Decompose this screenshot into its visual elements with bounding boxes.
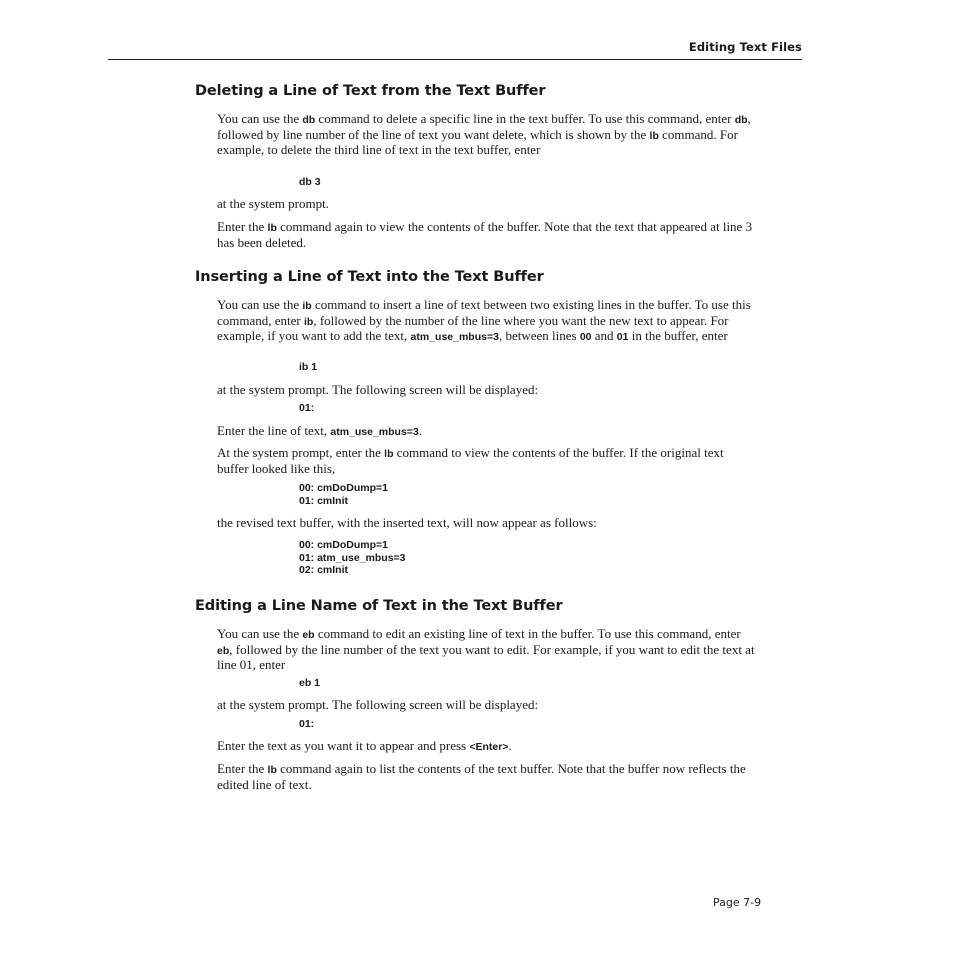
paragraph <box>217 298 757 345</box>
code-line: 01: cmInit <box>299 494 349 507</box>
section-heading-delete: Deleting a Line of Text from the Text Buffer <box>195 83 546 99</box>
code-block <box>299 482 388 507</box>
code-block <box>299 539 406 577</box>
paragraph <box>217 627 757 672</box>
command-text: atm_use_mbus=3 <box>410 331 499 343</box>
text: in the buffer, enter <box>628 328 728 343</box>
running-head: Editing Text Files <box>688 40 802 54</box>
text: command to delete a specific line in the text buffer. To use this command, enter <box>315 111 735 126</box>
paragraph <box>217 446 757 475</box>
text: Enter the text as you want it to appear and press <box>217 738 470 753</box>
text: command again to list the contents of the text buffer. Note that the buffer now reflects the edited line of text. <box>217 761 746 792</box>
command-text: eb <box>302 629 315 641</box>
code-line: 02: cmInit <box>299 564 349 576</box>
section-heading-insert: Inserting a Line of Text into the Text Buffer <box>195 269 544 285</box>
code-block <box>299 402 314 415</box>
command-text: atm_use_mbus=3 <box>330 426 419 438</box>
text: . <box>508 738 512 753</box>
text: Enter the line of text, <box>217 423 331 438</box>
page-number: Page 7-9 <box>713 896 762 909</box>
text: . <box>418 423 423 438</box>
code-block <box>299 677 320 690</box>
code-block <box>299 176 321 189</box>
paragraph: at the system prompt. The following screen will be displayed: <box>217 697 539 712</box>
text: You can use the <box>217 111 303 126</box>
code-line: ib 1 <box>299 361 318 373</box>
paragraph: at the system prompt. The following screen will be displayed: <box>217 382 539 397</box>
text: You can use the <box>217 626 303 641</box>
text: Enter the <box>217 219 268 234</box>
code-line: 01: <box>299 718 315 730</box>
paragraph <box>217 739 757 755</box>
command-text: lb <box>267 222 277 234</box>
paragraph <box>217 112 757 157</box>
command-text: 00 <box>579 331 592 343</box>
text: , between lines <box>498 328 580 343</box>
code-block <box>299 718 314 731</box>
text: command. For example, to delete the third line of text in the text buffer, enter <box>217 126 738 157</box>
paragraph: the revised text buffer, with the inserted text, will now appear as follows: <box>217 515 597 530</box>
paragraph: at the system prompt. <box>217 196 329 211</box>
code-line: 01: <box>299 402 315 414</box>
text: command again to view the contents of the buffer. Note that the text that appeared at line 3 has been deleted. <box>217 219 753 250</box>
paragraph <box>217 424 757 440</box>
text: , followed by the number of the line where you want the new text to appear. For example, if you want to add the text, <box>217 312 729 343</box>
command-text: 01 <box>616 331 629 343</box>
section-heading-edit: Editing a Line Name of Text in the Text Buffer <box>195 598 563 614</box>
command-text: lb <box>649 129 659 142</box>
text: At the system prompt, enter the <box>217 445 385 460</box>
paragraph <box>217 762 757 791</box>
command-text: <Enter> <box>469 741 509 753</box>
text: , followed by line number of the line of text you want delete, which is shown by the <box>217 111 751 142</box>
code-line: 00: cmDoDump=1 <box>299 482 388 494</box>
text: command to edit an existing line of text in the buffer. To use this command, enter <box>314 626 741 641</box>
code-block <box>299 361 317 374</box>
text: Enter the <box>217 761 268 776</box>
text: command to view the contents of the buffer. If the original text buffer looked like this, <box>217 445 724 476</box>
code-line: 00: cmDoDump=1 <box>299 539 388 551</box>
command-text: ib <box>304 315 314 328</box>
command-text: db <box>734 114 748 126</box>
text: and <box>591 328 617 343</box>
code-line: 01: atm_use_mbus=3 <box>299 551 406 564</box>
code-line: db 3 <box>299 176 321 188</box>
text: , followed by the line number of the text you want to edit. For example, if you want to edit the text at line 01, enter <box>217 641 755 672</box>
paragraph <box>217 220 757 249</box>
command-text: lb <box>267 764 277 776</box>
command-text: ib <box>302 300 312 312</box>
command-text: db <box>302 114 316 126</box>
code-line: eb 1 <box>299 677 321 689</box>
text: You can use the <box>217 297 303 312</box>
text: command to insert a line of text between two existing lines in the buffer. To use this command, enter <box>217 297 751 328</box>
command-text: eb <box>217 644 230 657</box>
command-text: lb <box>384 448 394 460</box>
